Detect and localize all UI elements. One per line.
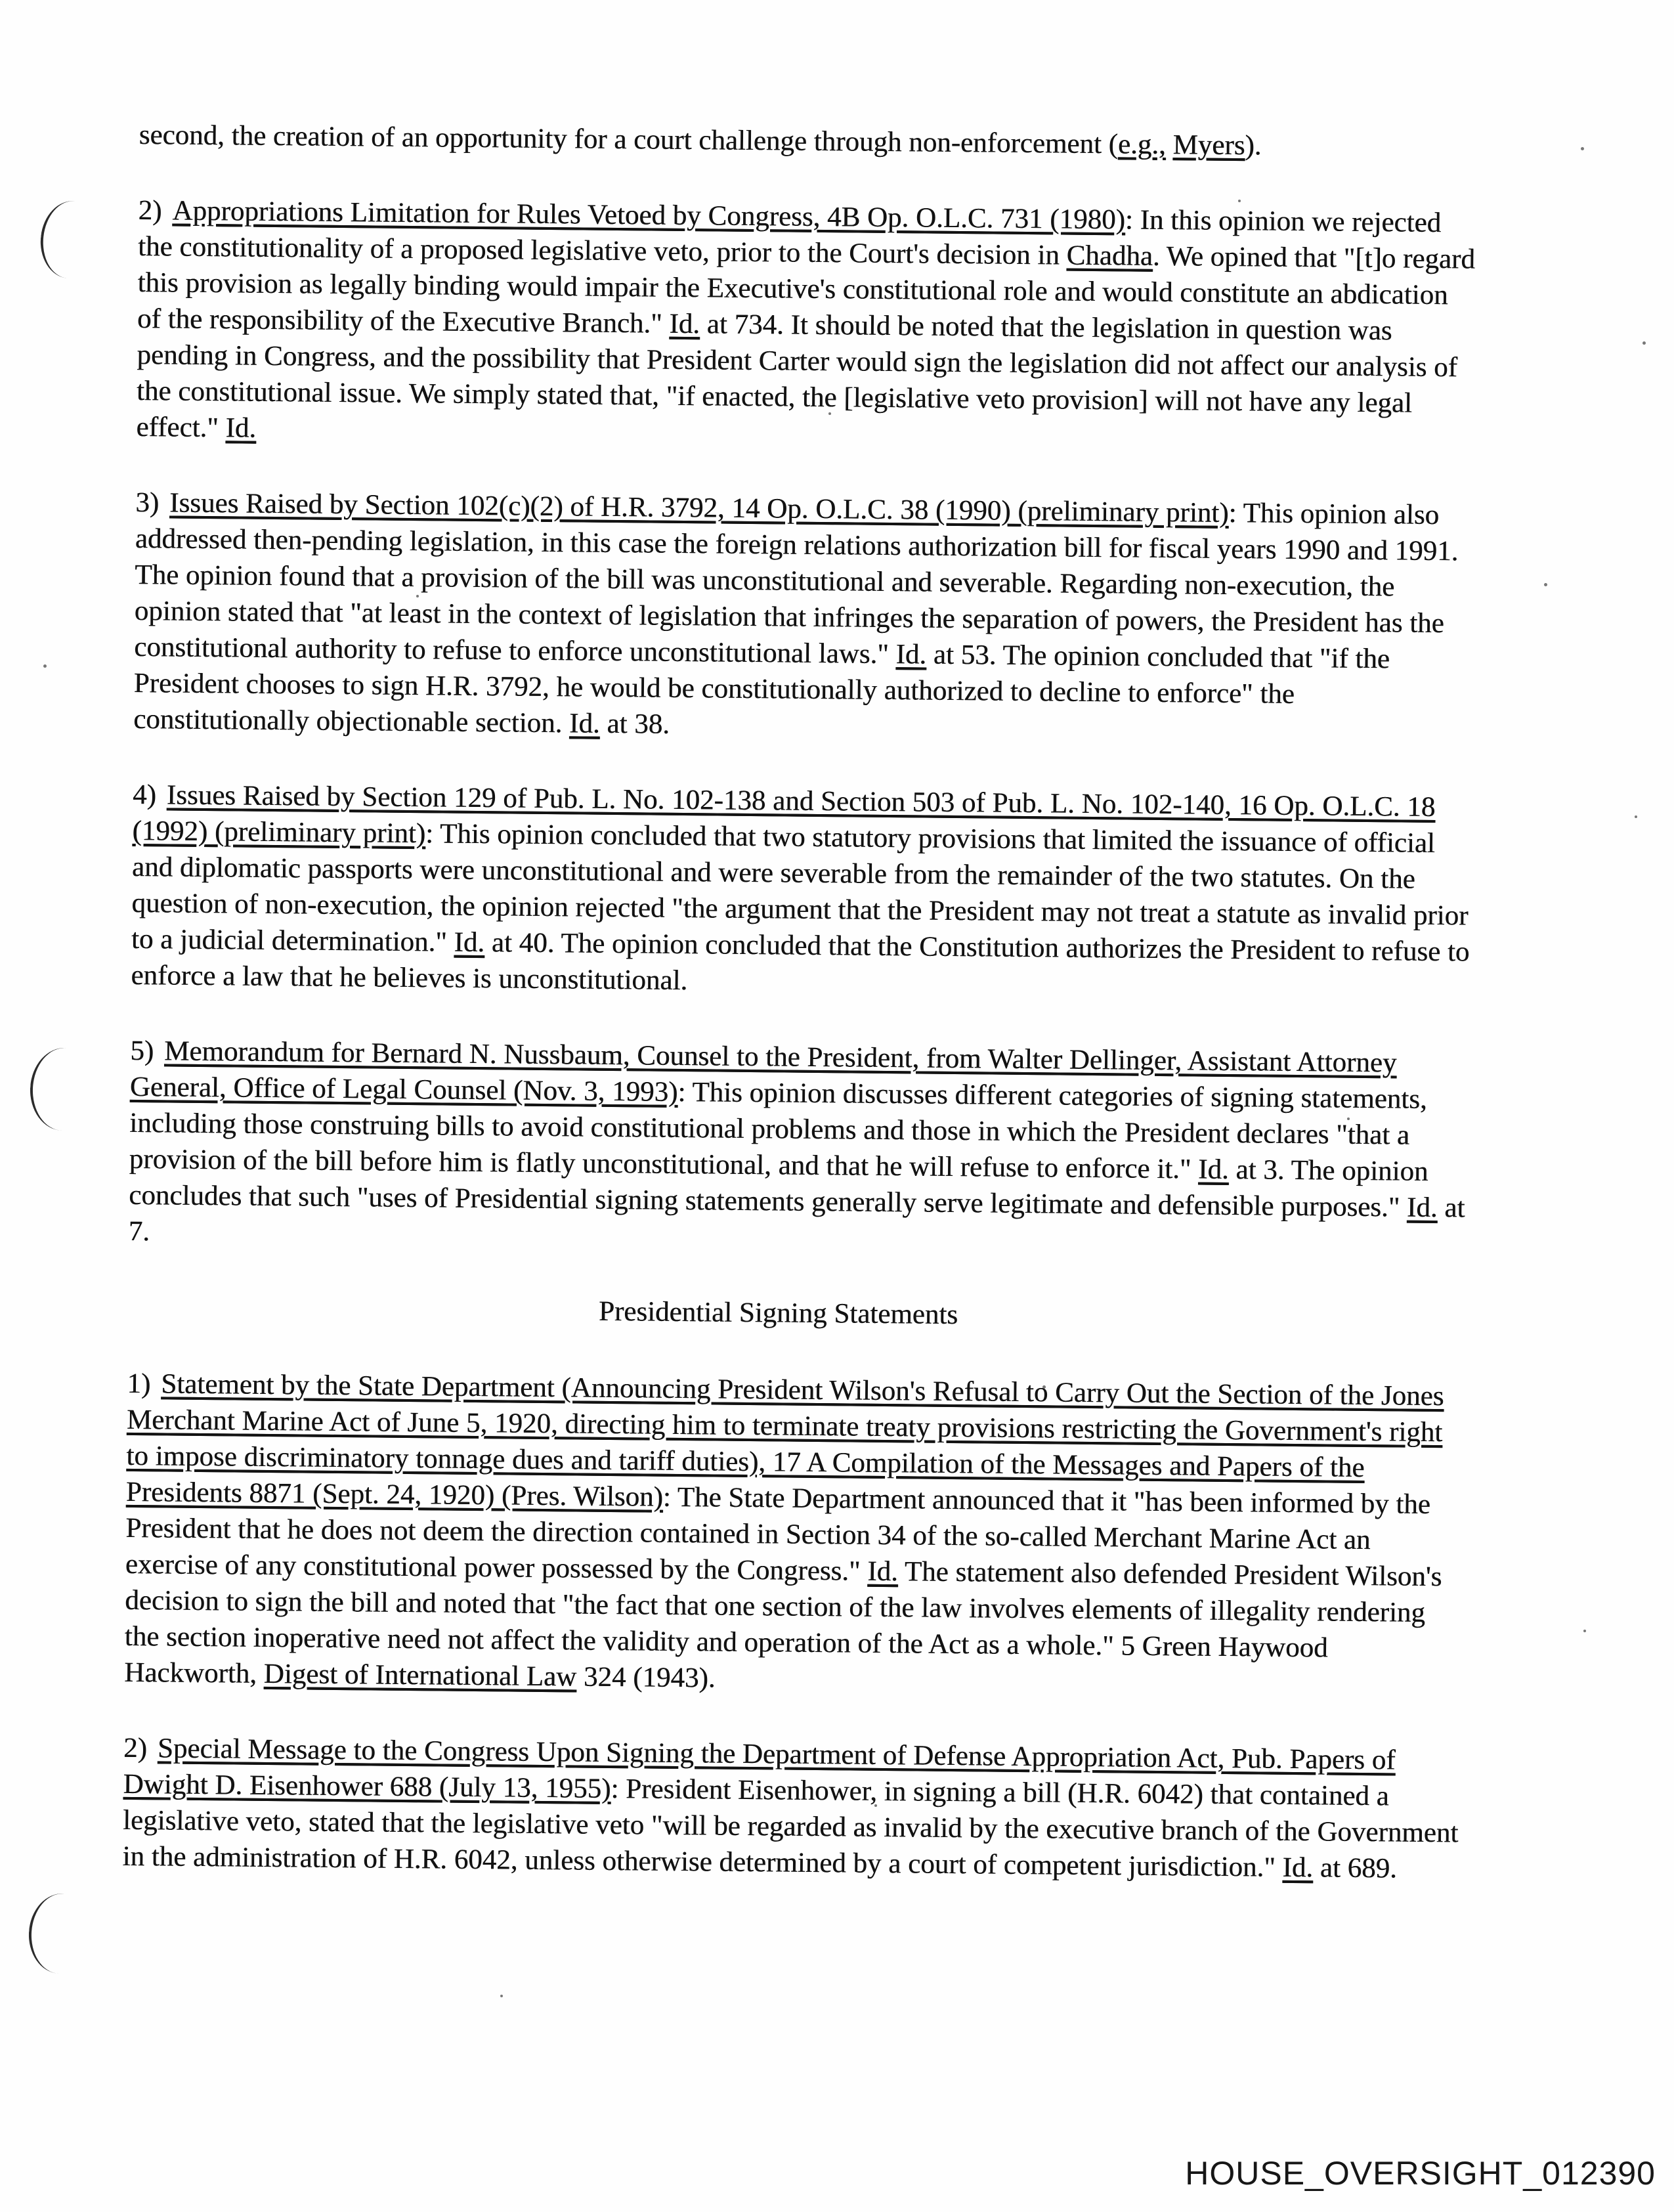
text-run: ). [1245, 130, 1262, 162]
text-run: The statement also defended President Wilson's decision to sign the bill and noted that "the fact that one section of the law involves elements of illegality rendering the section inoperative need not affect the validity and operation of the Act as a whole." 5 Green Haywood Hackworth, [124, 1556, 1442, 1689]
underlined-citation: Special Message to the Congress Upon Signing the Department of Defense Appropriation Act, Pub. Papers of Dwight D. Eisenhower 688 (July 13, 1955) [123, 1733, 1396, 1805]
text-run: second, the creation of an opportunity for a court challenge through non-enforcement ( [139, 119, 1119, 160]
underlined-citation: Chadha [1066, 240, 1153, 272]
item-text [133, 487, 1459, 739]
bates-number: HOUSE_OVERSIGHT_012390 [1185, 2155, 1656, 2192]
underlined-citation: Id. [225, 412, 257, 444]
underlined-citation: Issues Raised by Section 129 of Pub. L. No. 102-138 and Section 503 of Pub. L. No. 102-140, 16 Op. O.L.C. 18 (1992) (preliminary print) [132, 779, 1436, 850]
text-run: : The State Department announced that it "has been informed by the President that he does not deem the direction contained in Section 34 of the so-called Merchant Marine Act an exercise of any constitutional power possessed by the Congress." [125, 1481, 1431, 1587]
text-run: : In this opinion we rejected the constitutionality of a proposed legislative veto, prior to the Court's decision in [137, 204, 1442, 271]
text-run: : This opinion concluded that two statutory provisions that limited the issuance of official and diplomatic passports were unconstitutional and were severable from the remainder of the two statutes. On the question of non-execution, the opinion rejected "the argument that the President may not treat a statute as invalid prior to a judicial determination." [131, 818, 1469, 958]
underlined-citation: Id. [1406, 1192, 1438, 1224]
underlined-citation: Id. [1197, 1154, 1229, 1186]
underlined-citation: e.g., [1117, 129, 1167, 161]
item-text [128, 1035, 1465, 1247]
pen-mark-paren-1 [37, 198, 105, 282]
text-run: at 734. It should be noted that the legislation in question was pending in Congress, and the possibility that President Carter would sign the legislation did not affect our analysis of the constitutional issue. We simply stated that, "if enacted, the [legislative veto provision] will not have any legal effect." [136, 309, 1458, 444]
item-number: 2) [138, 194, 162, 227]
item-number: 1) [127, 1368, 151, 1400]
underlined-citation: Id. [867, 1555, 899, 1588]
olc-opinion-item-2 [136, 192, 1479, 458]
underlined-citation: Appropriations Limitation for Rules Vetoed by Congress, 4B Op. O.L.C. 731 (1980) [172, 195, 1126, 236]
item-number: 5) [130, 1035, 154, 1067]
text-run: . We opined that "[t]o regard this provision as legally binding would impair the Executive's constitutional role and would constitute an abdication of the responsibility of the Executive Branch." [137, 240, 1476, 339]
underlined-citation: Myers [1172, 129, 1245, 162]
noise-speck [1544, 583, 1547, 586]
item-text [122, 1733, 1458, 1884]
olc-opinion-item-3 [133, 485, 1476, 750]
noise-speck [1635, 815, 1637, 818]
noise-speck [43, 664, 47, 668]
text-run: : President Eisenhower, in signing a bill (H.R. 6042) that contained a legislative veto, stated that the legislative veto "will be regarded as invalid by the executive branch of the Government in the administration of H.R. 6042, unless otherwise determined by a court of competent jurisdiction." [122, 1773, 1459, 1883]
pen-mark-paren-3 [26, 1892, 96, 1976]
text-run: 324 (1943). [576, 1661, 716, 1694]
text-run: at 40. The opinion concluded that the Constitution authorizes the President to refuse to enforce a law that he believes is unconstitutional. [131, 927, 1470, 997]
item-text [131, 779, 1469, 996]
item-number: 2) [123, 1732, 148, 1764]
item-number: 3) [135, 487, 160, 519]
signing-statement-item-2 [122, 1730, 1464, 1888]
text-run: at 7. [128, 1192, 1465, 1247]
text-run: : This opinion also addressed then-pending legislation, in this case the foreign relations authorization bill for fiscal years 1990 and 1991. The opinion found that a provision of the bill was unconstitutional and severable. Regarding non-execution, the opinion stated that "at least in the context of legislation that infringes the separation of powers, the President has the constitutional authority to refuse to enforce unconstitutional laws." [134, 497, 1459, 670]
underlined-citation: Id. [895, 639, 927, 670]
noise-speck [500, 1995, 503, 1997]
underlined-citation: Issues Raised by Section 102(c)(2) of H.R. 3792, 14 Op. O.L.C. 38 (1990) (preliminary print) [169, 487, 1229, 529]
item-text [124, 1368, 1444, 1693]
signing-statement-item-1 [124, 1366, 1468, 1704]
underlined-citation: Statement by the State Department (Announcing President Wilson's Refusal to Carry Out the Section of the Jones Merchant Marine Act of June 5, 1920, directing him to terminate treaty provisions restricting the Government's right to impose discriminatory tonnage dues and tariff duties), 17 A Compilation of the Messages and Papers of the Presidents 8871 (Sept. 24, 1920) (Pres. Wilson) [125, 1368, 1444, 1513]
item-number: 4) [132, 779, 157, 811]
underlined-citation: Id. [1282, 1852, 1314, 1884]
underlined-citation: Id. [669, 308, 700, 340]
text-run: : This opinion discusses different categories of signing statements, including those construing bills to avoid constitutional problems and those in which the President declares "that a provision of the bill before him is flatly unconstitutional, and that he will refuse to enforce it." [129, 1076, 1427, 1185]
text-run: at 38. [599, 708, 670, 740]
text-run: at 689. [1312, 1852, 1398, 1884]
section-heading: Presidential Signing Statements [598, 1295, 958, 1331]
olc-opinion-item-4 [131, 777, 1473, 1007]
document-body [122, 117, 1480, 1926]
underlined-citation: Id. [454, 926, 485, 959]
underlined-citation: Memorandum for Bernard N. Nussbaum, Counsel to the President, from Walter Dellinger, Assistant Attorney General, Office of Legal Counsel (Nov. 3, 1993) [129, 1035, 1397, 1108]
text-run [1166, 129, 1173, 160]
noise-speck [1583, 1630, 1586, 1632]
pen-mark-paren-2 [28, 1046, 99, 1132]
underlined-citation: Id. [569, 708, 600, 739]
paragraph-continuation [139, 117, 1479, 166]
olc-opinion-item-5 [128, 1033, 1470, 1263]
noise-speck [1642, 341, 1646, 345]
text-run: at 53. The opinion concluded that "if the President chooses to sign H.R. 3792, he would be constitutionally authorized to decline to enforce" the constitutionally objectionable section. [133, 639, 1390, 739]
item-text [136, 195, 1475, 443]
text-run: at 3. The opinion concludes that such "uses of Presidential signing statements generally serve legitimate and defensible purposes." [129, 1154, 1428, 1223]
noise-speck [1581, 147, 1584, 150]
underlined-citation: Digest of International Law [263, 1658, 577, 1693]
